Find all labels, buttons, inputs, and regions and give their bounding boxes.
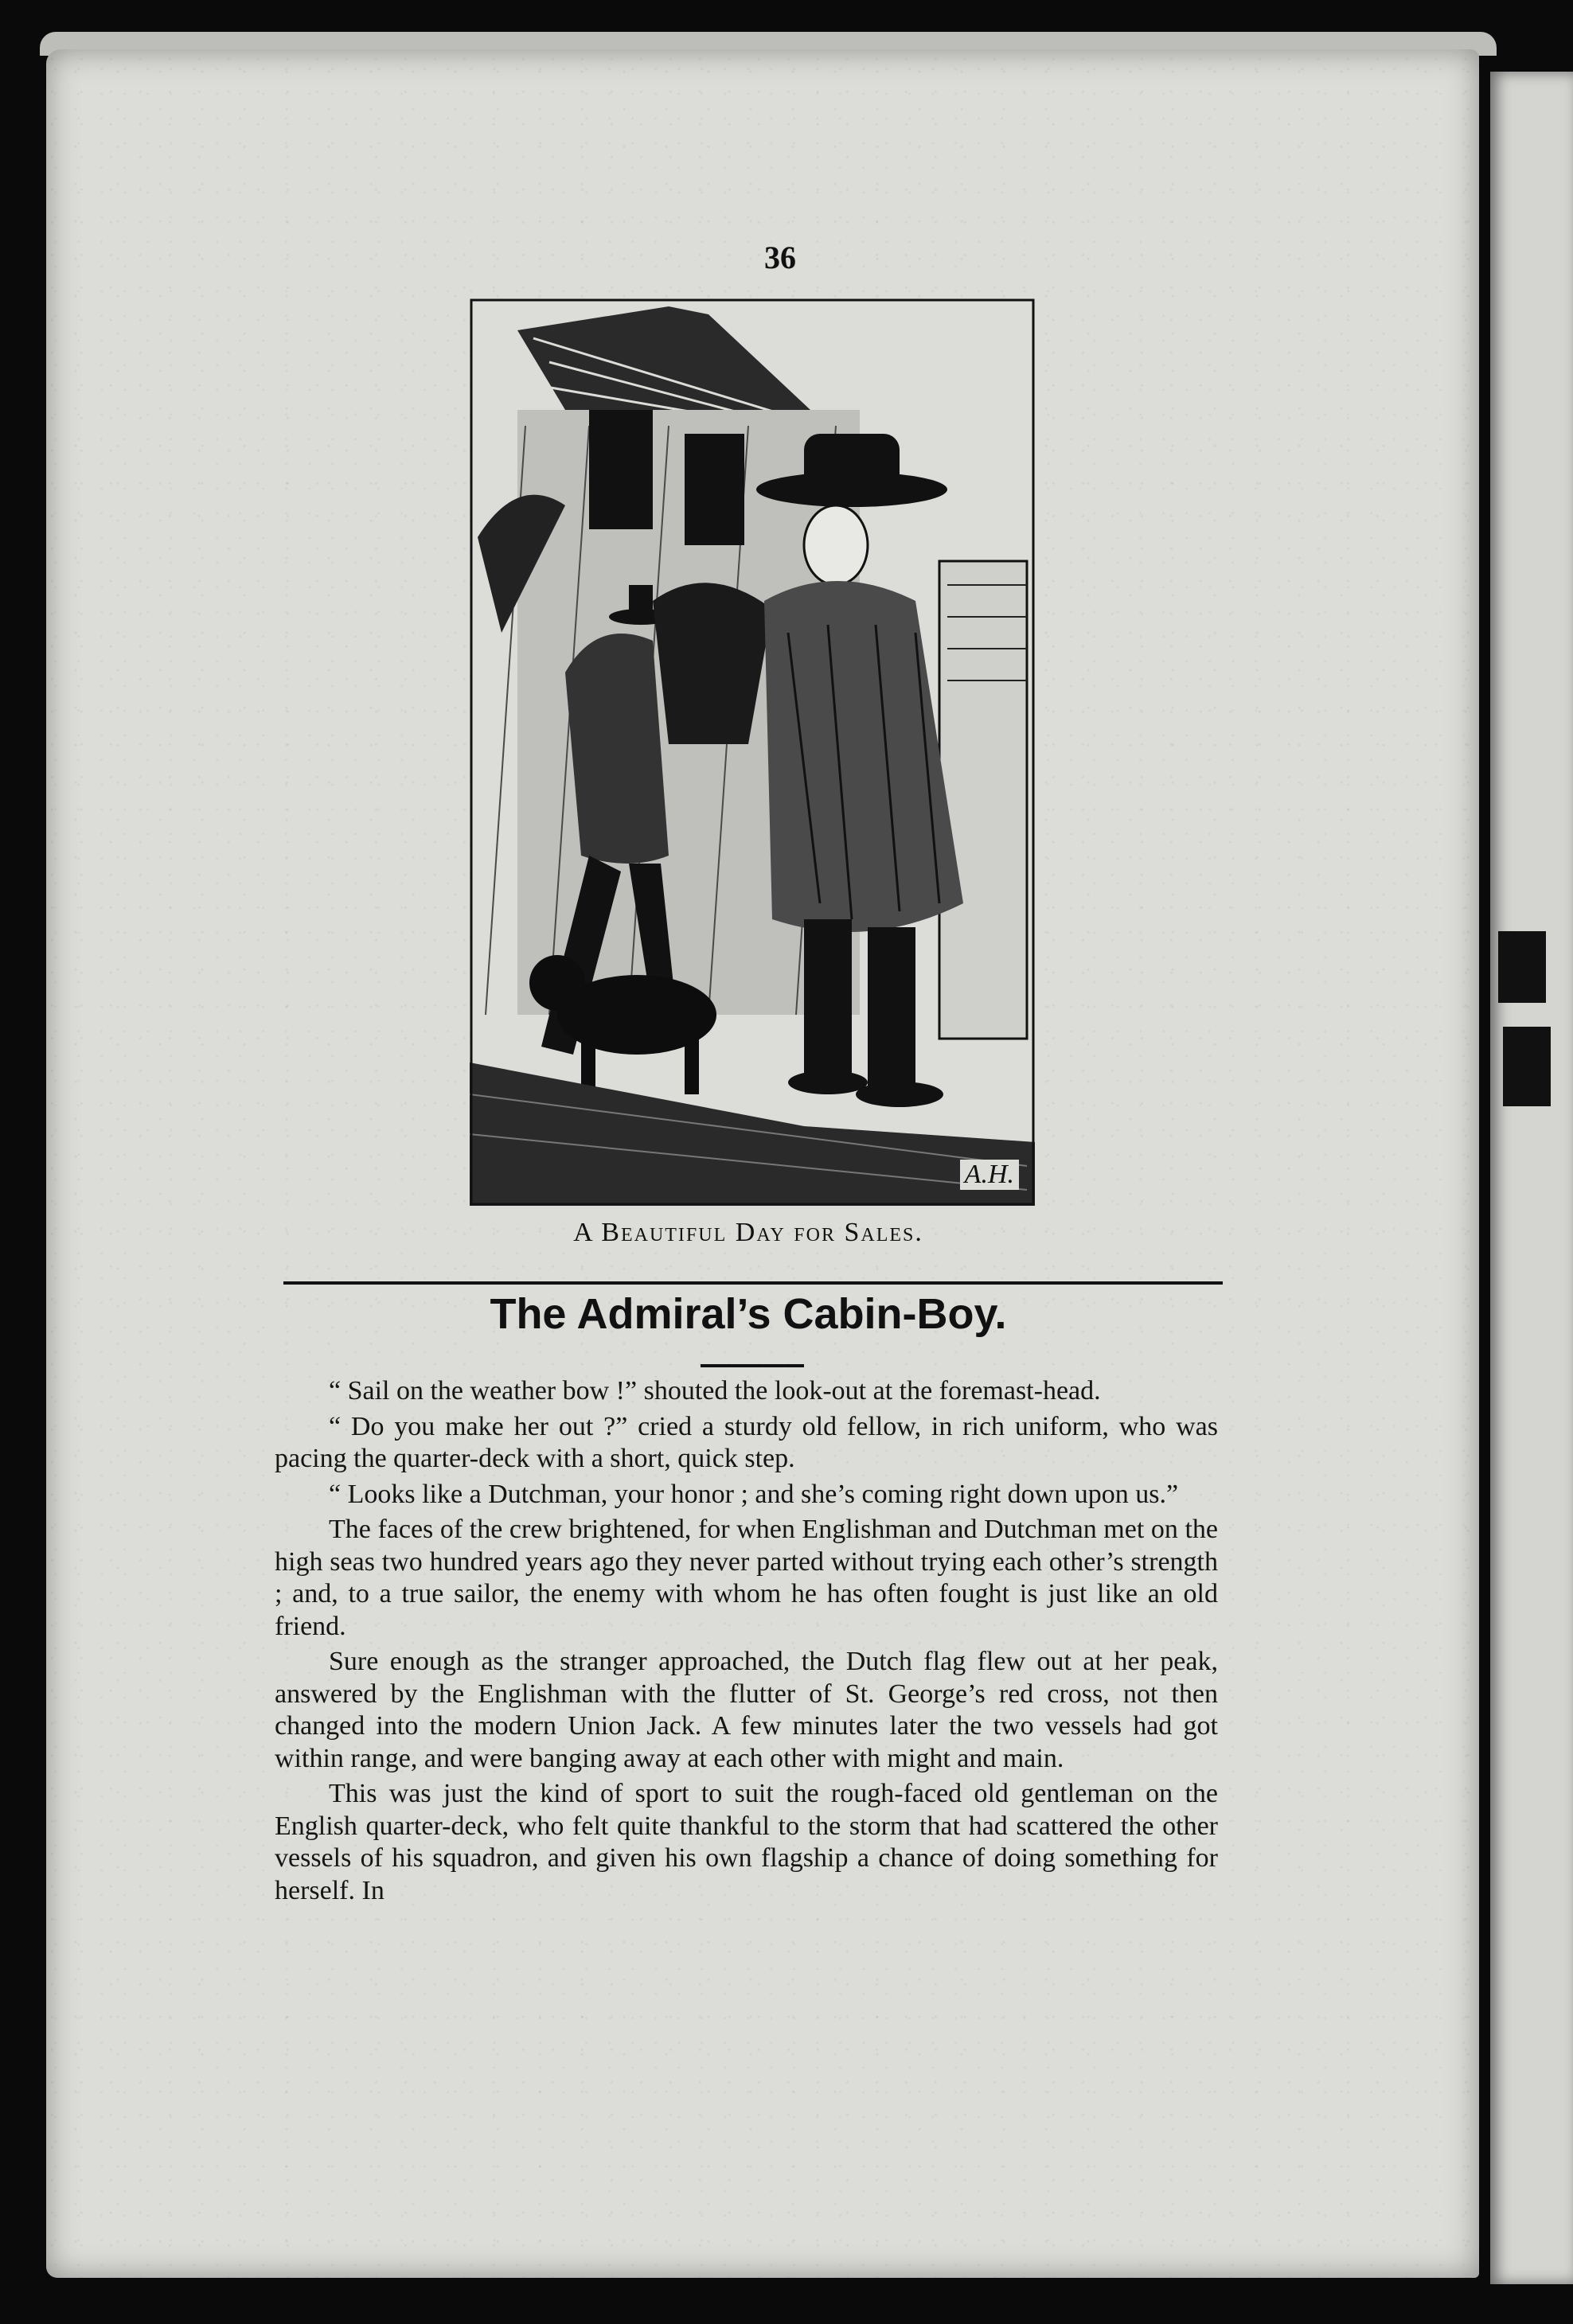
torn-mark (1498, 931, 1546, 1003)
paragraph: “ Do you make her out ?” cried a sturdy old fellow, in rich uniform, who was pacing the quarter-deck with a short, quick step. (275, 1411, 1218, 1473)
engraving-illustration (470, 298, 1035, 1206)
paragraph: “ Looks like a Dutchman, your honor ; and she’s coming right down upon us.” (329, 1479, 1179, 1509)
title-underline (701, 1364, 804, 1367)
illustration-signature: A.H. (960, 1160, 1019, 1190)
facing-page-edge (1490, 72, 1573, 2284)
section-divider (283, 1281, 1223, 1285)
paragraph: Sure enough as the stranger approached, the Dutch flag flew out at her peak, answered by the Englishman with the flutter of St. George’s red cross, not then changed into the modern Union Jack. A few minutes later the two vessels had got within range, and were banging away at each other with might and main. (275, 1647, 1218, 1773)
paragraph: The faces of the crew brightened, for when Englishman and Dutchman met on the high seas two hundred years ago they never parted without trying each other’s strength ; and, to a true sailor, the enemy with whom he has often fought is just like an old friend. (275, 1515, 1218, 1641)
page-number: 36 (764, 240, 796, 275)
paragraph: This was just the kind of sport to suit the rough-faced old gentleman on the English quarter-deck, who felt quite thankful to the storm that had scattered the other vessels of his squadron, and given his own flagship a chance of doing something for herself. In (275, 1779, 1218, 1905)
torn-mark (1503, 1027, 1551, 1106)
article-title: The Admiral’s Cabin-Boy. (490, 1290, 1007, 1338)
illustration-caption: A Beautiful Day for Sales. (573, 1218, 923, 1247)
paragraph: “ Sail on the weather bow !” shouted the look-out at the foremast-head. (329, 1376, 1101, 1406)
engraving-svg (470, 298, 1035, 1206)
article-body (275, 1375, 1218, 1910)
